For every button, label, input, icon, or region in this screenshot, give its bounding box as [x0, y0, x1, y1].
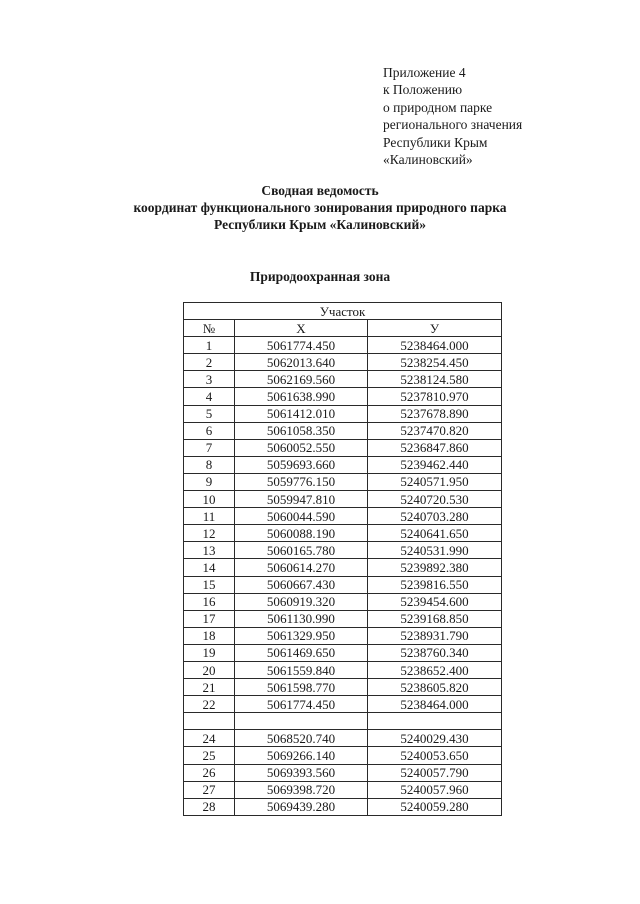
table-row: [184, 337, 502, 354]
coordinate-y: 5237678.890: [368, 405, 502, 422]
table-header-row: [184, 320, 502, 337]
coordinates-table: [183, 302, 502, 816]
appendix-block: [383, 64, 522, 168]
point-number: 6: [184, 422, 235, 439]
appendix-line: о природном парке: [383, 99, 493, 115]
coordinate-y: 5240531.990: [368, 542, 502, 559]
point-number: 26: [184, 764, 235, 781]
coordinate-x: 5069398.720: [235, 781, 368, 798]
coordinate-x: 5060614.270: [235, 559, 368, 576]
table-row: [184, 593, 502, 610]
coordinate-x: 5060088.190: [235, 525, 368, 542]
table-row: [184, 354, 502, 371]
coordinate-x: 5062013.640: [235, 354, 368, 371]
point-number: 21: [184, 679, 235, 696]
coordinate-y: 5238652.400: [368, 661, 502, 678]
coordinate-x: 5060052.550: [235, 439, 368, 456]
point-number: 19: [184, 644, 235, 661]
coordinate-y: 5239816.550: [368, 576, 502, 593]
point-number: 4: [184, 388, 235, 405]
coordinate-y: [368, 713, 502, 730]
table-row: [184, 559, 502, 576]
appendix-line: регионального значения: [383, 117, 523, 133]
appendix-line: Республики Крым: [383, 134, 488, 150]
coordinate-y: 5238464.000: [368, 337, 502, 354]
coordinate-x: [235, 713, 368, 730]
coordinate-x: 5060165.780: [235, 542, 368, 559]
coordinate-x: 5061329.950: [235, 627, 368, 644]
table-row: [184, 661, 502, 678]
point-number: 13: [184, 542, 235, 559]
point-number: 27: [184, 781, 235, 798]
coordinate-x: 5069393.560: [235, 764, 368, 781]
point-number: 5: [184, 405, 235, 422]
table-row: [184, 508, 502, 525]
column-header-num: №: [184, 320, 235, 337]
table-row: [184, 491, 502, 508]
table-row: [184, 542, 502, 559]
coordinate-x: 5061130.990: [235, 610, 368, 627]
coordinate-x: 5061638.990: [235, 388, 368, 405]
coordinate-x: 5061774.450: [235, 337, 368, 354]
point-number: 17: [184, 610, 235, 627]
coordinate-x: 5068520.740: [235, 730, 368, 747]
title-line: Сводная ведомость: [261, 183, 379, 198]
coordinate-y: 5236847.860: [368, 439, 502, 456]
coordinate-x: 5062169.560: [235, 371, 368, 388]
point-number: 15: [184, 576, 235, 593]
table-row: [184, 422, 502, 439]
coordinate-x: 5061058.350: [235, 422, 368, 439]
point-number: 2: [184, 354, 235, 371]
point-number: 14: [184, 559, 235, 576]
table-row: [184, 764, 502, 781]
point-number: 18: [184, 627, 235, 644]
coordinate-y: 5239892.380: [368, 559, 502, 576]
coordinate-x: 5069439.280: [235, 798, 368, 815]
point-number: 9: [184, 473, 235, 490]
point-number: 24: [184, 730, 235, 747]
coordinate-x: 5059776.150: [235, 473, 368, 490]
coordinate-x: 5060919.320: [235, 593, 368, 610]
appendix-line: «Калиновский»: [383, 152, 473, 168]
coordinate-y: 5237470.820: [368, 422, 502, 439]
coordinate-x: 5061469.650: [235, 644, 368, 661]
point-number: 20: [184, 661, 235, 678]
coordinate-y: 5238605.820: [368, 679, 502, 696]
coordinate-y: 5238931.790: [368, 627, 502, 644]
title-line: Республики Крым «Калиновский»: [214, 217, 426, 232]
point-number: 8: [184, 456, 235, 473]
coordinate-y: 5240641.650: [368, 525, 502, 542]
point-number: 10: [184, 491, 235, 508]
point-number: 1: [184, 337, 235, 354]
table-body: [184, 337, 502, 816]
coordinate-x: 5060044.590: [235, 508, 368, 525]
table-row: [184, 525, 502, 542]
table-row: [184, 713, 502, 730]
table-row: [184, 576, 502, 593]
table-row: [184, 644, 502, 661]
table-row: [184, 405, 502, 422]
section-header: Участок: [184, 303, 502, 320]
coordinate-x: 5061412.010: [235, 405, 368, 422]
point-number: 25: [184, 747, 235, 764]
point-number: [184, 713, 235, 730]
point-number: 28: [184, 798, 235, 815]
table-row: [184, 371, 502, 388]
coordinate-x: 5061559.840: [235, 661, 368, 678]
table-row: [184, 679, 502, 696]
coordinate-y: 5239462.440: [368, 456, 502, 473]
coordinate-y: 5240029.430: [368, 730, 502, 747]
table-row: [184, 730, 502, 747]
table-row: [184, 388, 502, 405]
table-row: [184, 627, 502, 644]
table-row: [184, 439, 502, 456]
coordinate-x: 5061598.770: [235, 679, 368, 696]
table-row: [184, 473, 502, 490]
coordinate-y: 5238254.450: [368, 354, 502, 371]
column-header-x: X: [235, 320, 368, 337]
coordinate-x: 5059693.660: [235, 456, 368, 473]
coordinate-y: 5240703.280: [368, 508, 502, 525]
table-row: [184, 798, 502, 815]
coordinate-y: 5238464.000: [368, 696, 502, 713]
title-line: координат функционального зонирования природного парка: [133, 200, 507, 215]
coordinate-y: 5238124.580: [368, 371, 502, 388]
coordinate-y: 5240057.790: [368, 764, 502, 781]
coordinate-x: 5059947.810: [235, 491, 368, 508]
coordinate-y: 5237810.970: [368, 388, 502, 405]
point-number: 22: [184, 696, 235, 713]
table-section-row: [184, 303, 502, 320]
coordinate-y: 5239454.600: [368, 593, 502, 610]
point-number: 12: [184, 525, 235, 542]
table-row: [184, 610, 502, 627]
table-row: [184, 456, 502, 473]
table-row: [184, 747, 502, 764]
point-number: 11: [184, 508, 235, 525]
table-row: [184, 781, 502, 798]
table-row: [184, 696, 502, 713]
coordinate-x: 5069266.140: [235, 747, 368, 764]
coordinate-y: 5238760.340: [368, 644, 502, 661]
point-number: 3: [184, 371, 235, 388]
coordinate-y: 5240053.650: [368, 747, 502, 764]
zone-title: Природоохранная зона: [249, 269, 391, 284]
coordinate-y: 5239168.850: [368, 610, 502, 627]
appendix-line: Приложение 4: [383, 65, 466, 80]
document-title: [0, 182, 640, 233]
coordinate-x: 5061774.450: [235, 696, 368, 713]
appendix-line: к Положению: [383, 82, 463, 98]
point-number: 16: [184, 593, 235, 610]
coordinate-y: 5240057.960: [368, 781, 502, 798]
point-number: 7: [184, 439, 235, 456]
coordinate-y: 5240720.530: [368, 491, 502, 508]
column-header-y: У: [368, 320, 502, 337]
coordinate-y: 5240059.280: [368, 798, 502, 815]
coordinate-y: 5240571.950: [368, 473, 502, 490]
coordinate-x: 5060667.430: [235, 576, 368, 593]
